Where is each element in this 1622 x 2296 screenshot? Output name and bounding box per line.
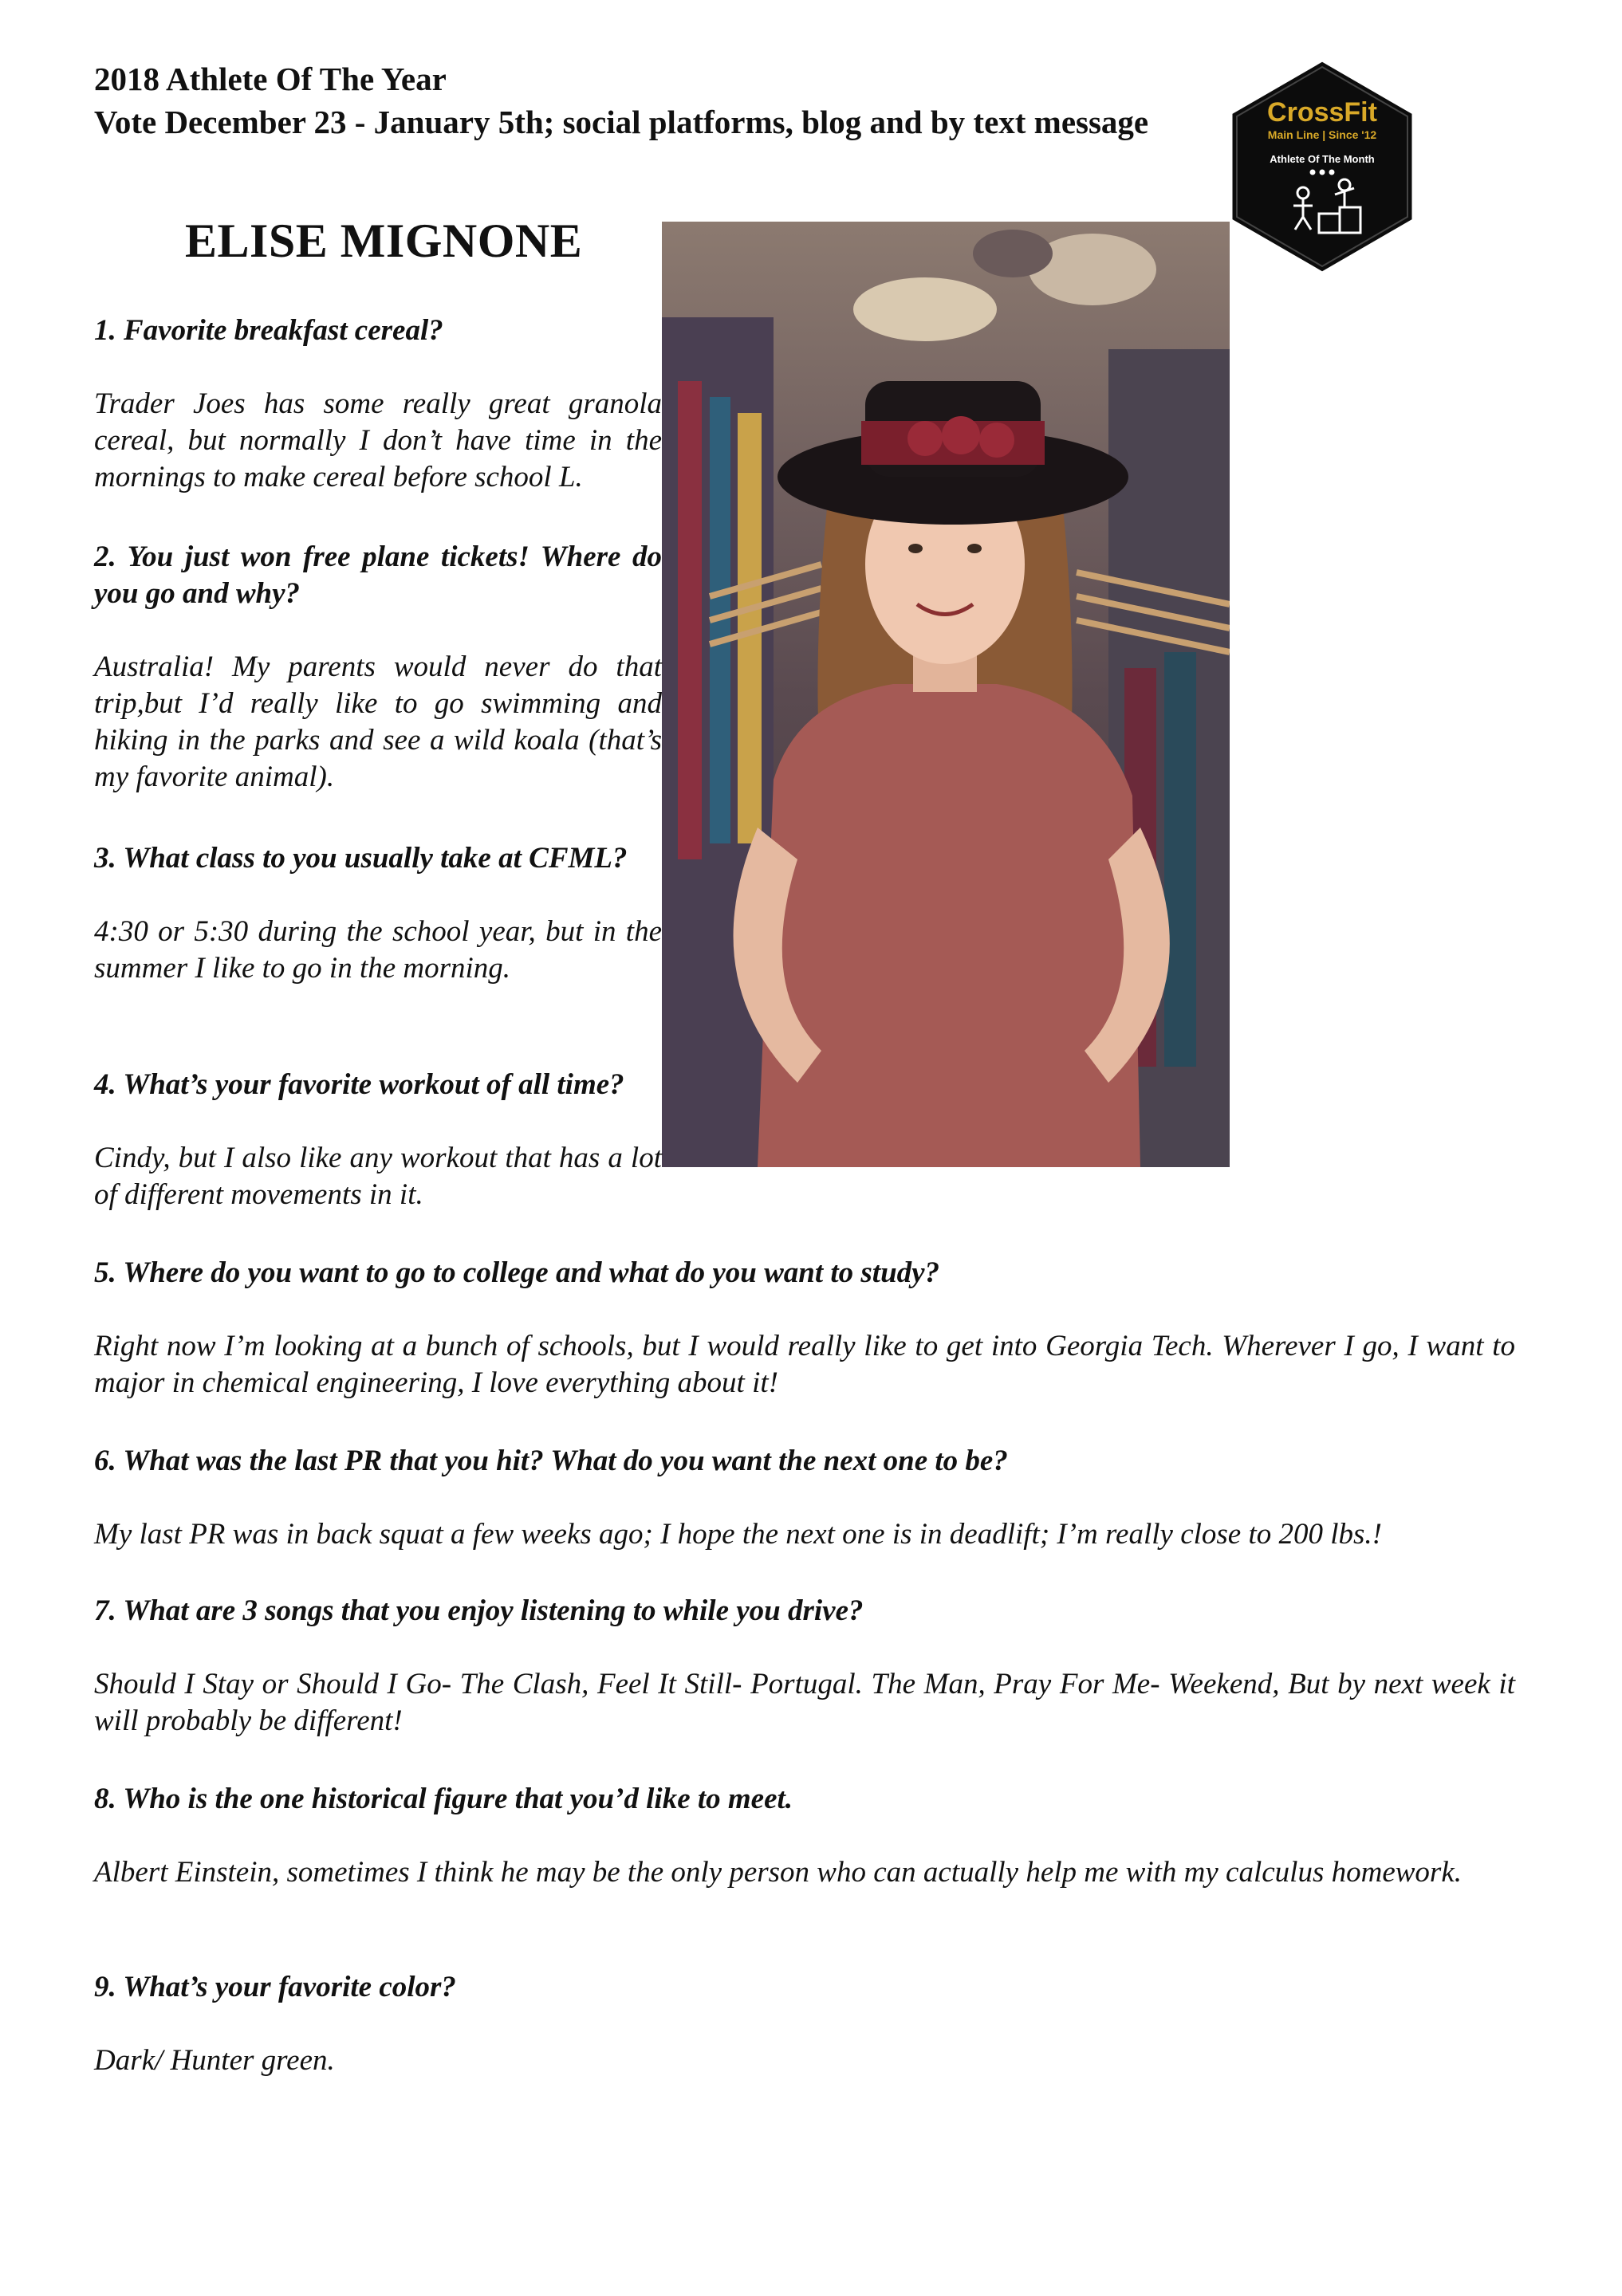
header [94,57,1148,144]
answer-3: 4:30 or 5:30 during the school year, but in the summer I like to go in the morning. [94,915,662,985]
athlete-portrait-photo [662,222,1230,1167]
question-2: 2. You just won free plane tickets! Where do you go and why? [94,541,662,610]
answer-1: Trader Joes has some really great granola cereal, but normally I don’t have time in the mornings to make cereal before school L. [94,387,662,493]
header-title: 2018 Athlete Of The Year [94,61,447,97]
qa-item-6 [94,1443,1515,1553]
athlete-photo [662,222,1230,1167]
question-9: 9. What’s your favorite color? [94,1971,456,2003]
qa-item-2 [94,539,662,796]
question-5: 5. Where do you want to go to college and what do you want to study? [94,1256,940,1289]
qa-item-9 [94,1969,1515,2079]
logo-hexagon [1231,61,1413,273]
question-1: 1. Favorite breakfast cereal? [94,314,443,347]
question-7: 7. What are 3 songs that you enjoy listening to while you drive? [94,1594,864,1627]
question-3: 3. What class to you usually take at CFML? [94,842,628,875]
logo-brand: CrossFit [1267,97,1377,128]
athlete-name: ELISE MIGNONE [185,214,583,267]
answer-6: My last PR was in back squat a few weeks ago; I hope the next one is in deadlift; I’m really close to 200 lbs.! [94,1518,1382,1551]
answer-8: Albert Einstein, sometimes I think he may be the only person who can actually help me with my calculus homework. [94,1856,1463,1889]
answer-5: Right now I’m looking at a bunch of schools, but I would really like to get into Georgia Tech. Wherever I go, I want to major in chemical engineering, I love everything about it! [94,1330,1515,1399]
logo-subtitle: Main Line | Since '12 [1267,128,1377,141]
question-8: 8. Who is the one historical figure that you’d like to meet. [94,1783,793,1815]
crossfit-logo [1226,57,1418,276]
qa-item-8 [94,1781,1515,1891]
question-6: 6. What was the last PR that you hit? What do you want the next one to be? [94,1445,1008,1477]
question-4: 4. What’s your favorite workout of all time? [94,1068,624,1101]
answer-2: Australia! My parents would never do that trip,but I’d really like to go swimming and hiking in the parks and see a wild koala (that’s my favorite animal). [94,651,662,793]
qa-item-1 [94,313,662,496]
answer-4: Cindy, but I also like any workout that has a lot of different movements in it. [94,1142,662,1211]
answer-9: Dark/ Hunter green. [94,2044,335,2077]
qa-item-3 [94,840,662,987]
qa-item-4 [94,1067,662,1213]
qa-item-5 [94,1255,1515,1402]
answer-7: Should I Stay or Should I Go- The Clash, Feel It Still- Portugal. The Man, Pray For Me- Weekend, But by next week it will probably be different! [94,1668,1515,1737]
header-vote-info: Vote December 23 - January 5th; social platforms, blog and by text message [94,104,1149,140]
qa-item-7 [94,1593,1515,1740]
logo-caption: Athlete Of The Month [1270,153,1375,165]
